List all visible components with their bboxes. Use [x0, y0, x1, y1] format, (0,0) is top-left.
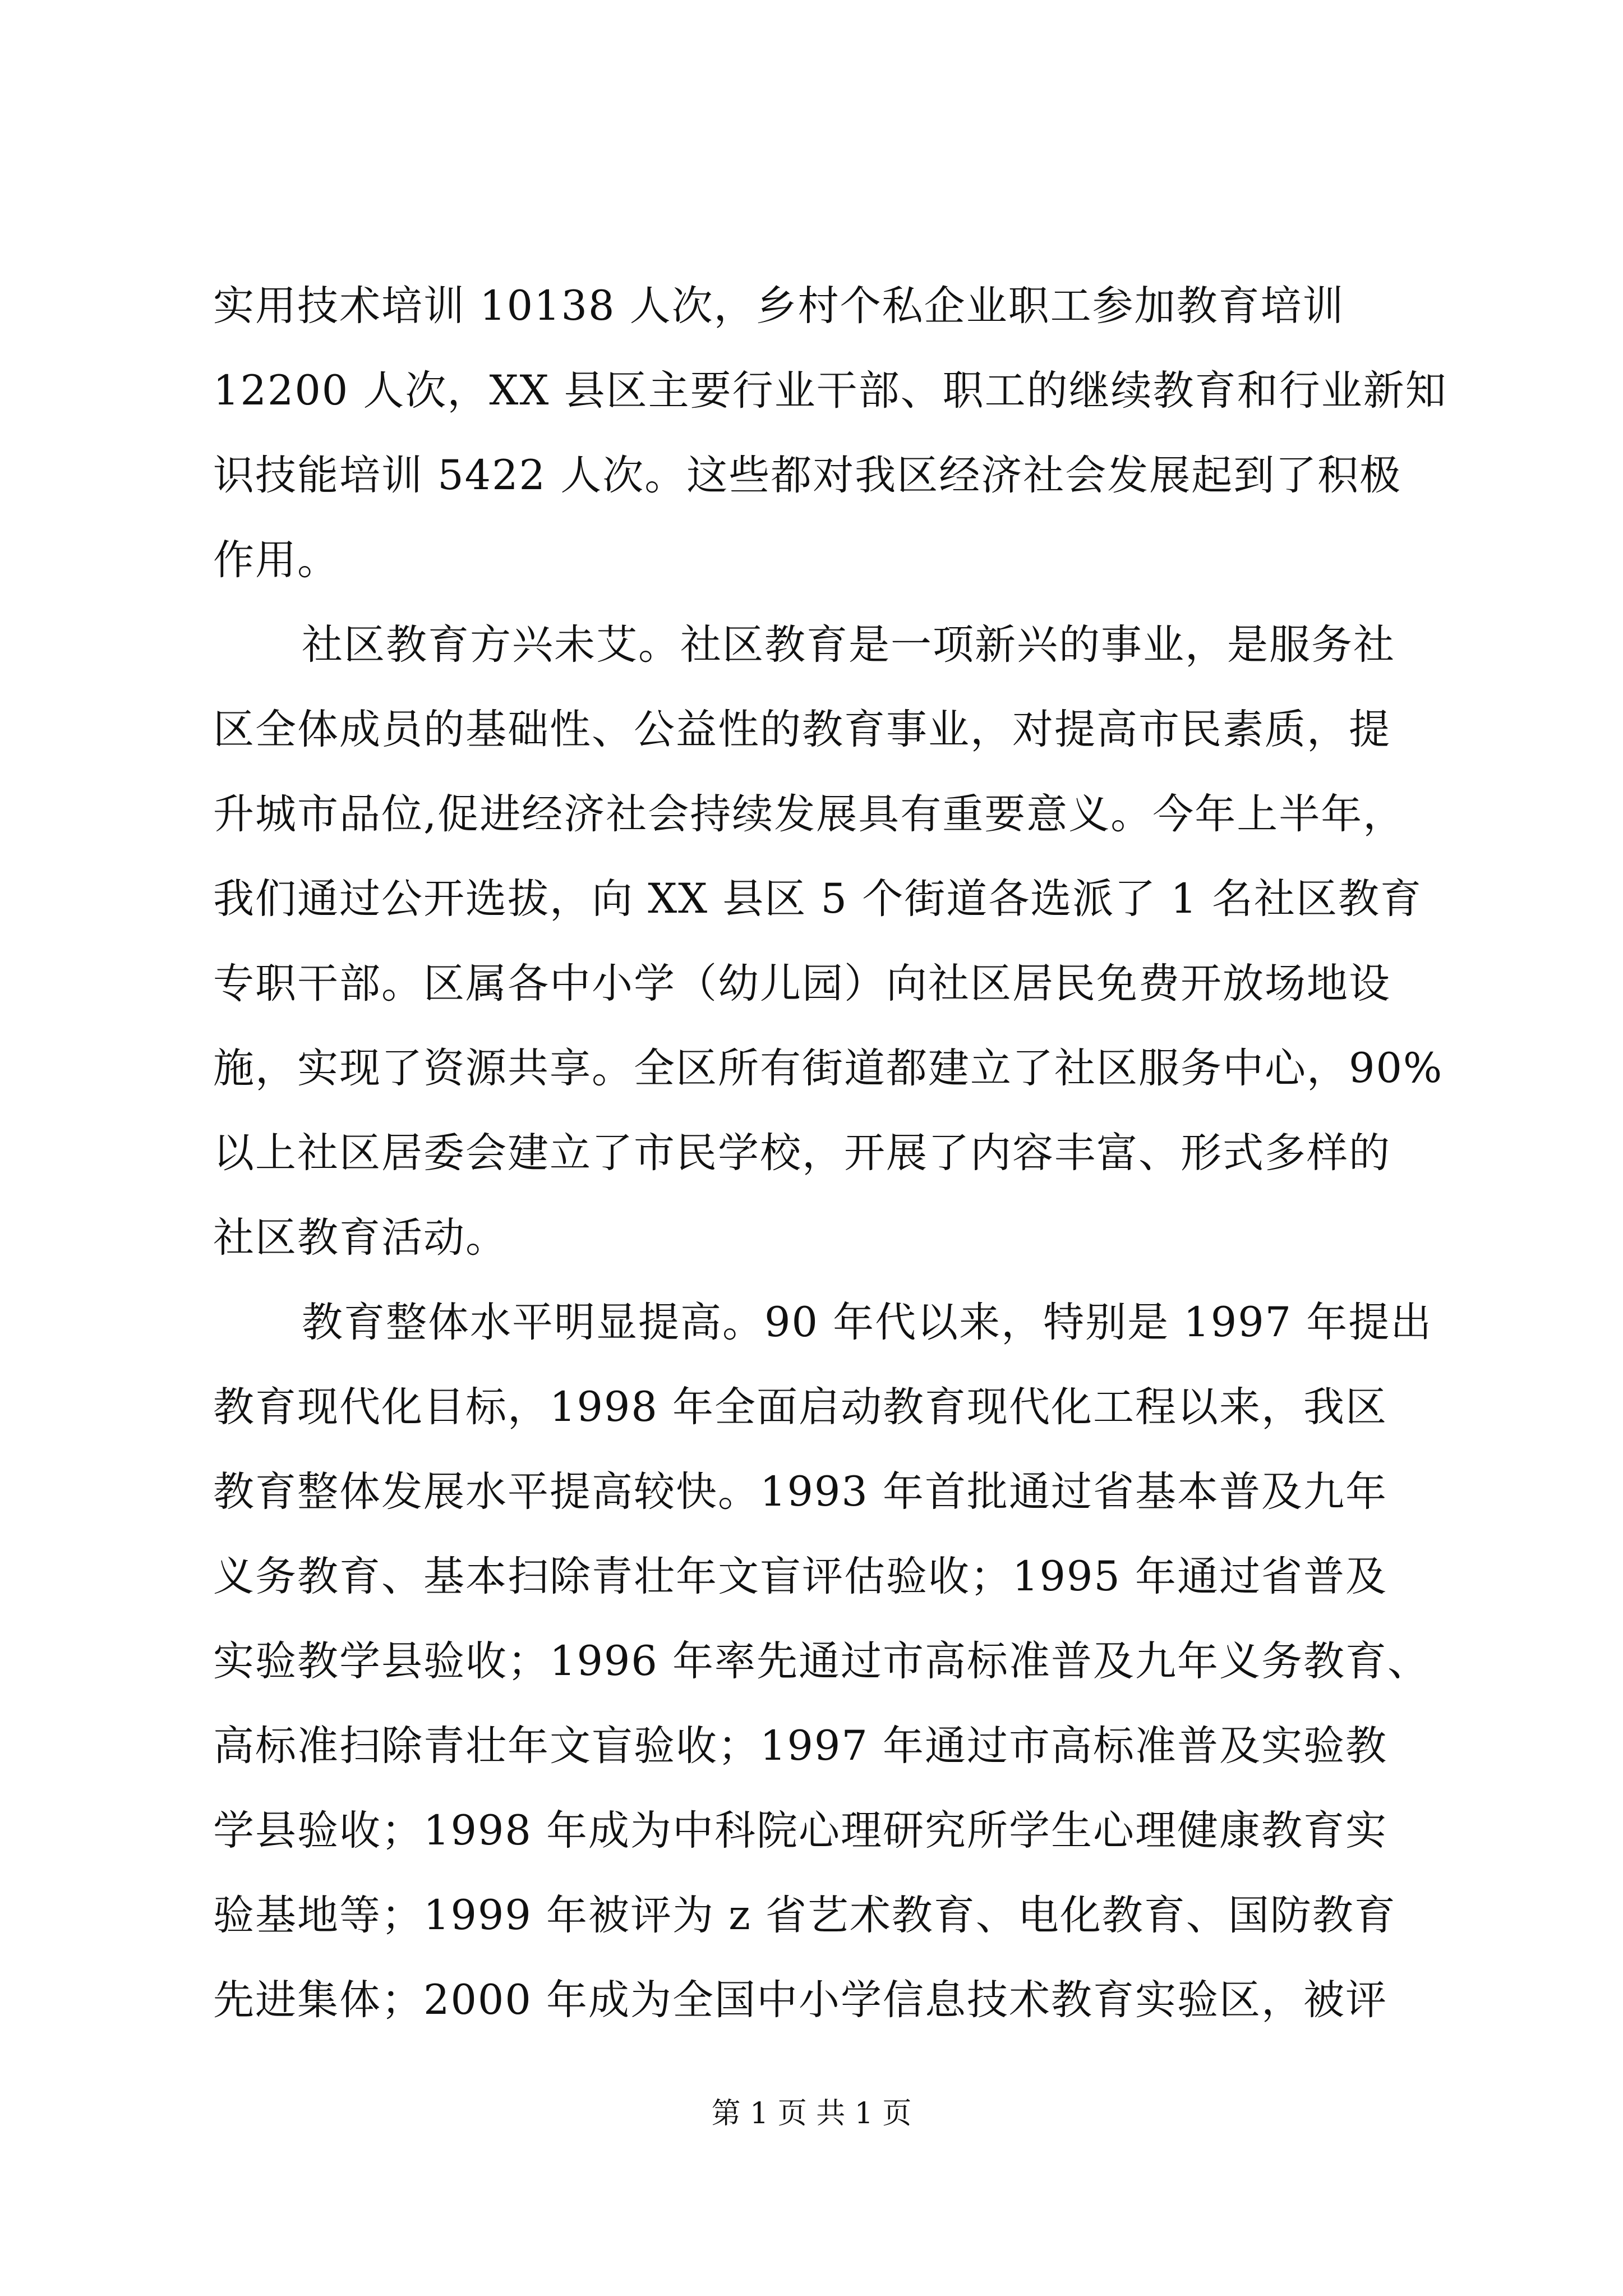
body-text: [213, 264, 1447, 2042]
text-line: 先进集体；2000 年成为全国中小学信息技术教育实验区，被评: [213, 1976, 1387, 2024]
text-line: 区全体成员的基础性、公益性的教育事业，对提高市民素质，提: [213, 706, 1391, 753]
text-line: 教育现代化目标，1998 年全面启动教育现代化工程以来，我区: [213, 1383, 1387, 1431]
text-line: 识技能培训 5422 人次。这些都对我区经济社会发展起到了积极: [213, 452, 1402, 499]
text-line: 社区教育方兴未艾。社区教育是一项新兴的事业，是服务社: [302, 621, 1395, 669]
text-line: 升城市品位,促进经济社会持续发展具有重要意义。今年上半年，: [213, 790, 1405, 838]
paragraph-community-education: [213, 602, 1444, 1280]
text-line: 社区教育活动。: [213, 1214, 508, 1262]
text-line: 教育整体发展水平提高较快。1993 年首批通过省基本普及九年: [213, 1468, 1387, 1516]
text-line: 实验教学县验收；1996 年率先通过市高标准普及九年义务教育、: [213, 1637, 1430, 1685]
text-line: 学县验收；1998 年成为中科院心理研究所学生心理健康教育实: [213, 1807, 1387, 1855]
text-line: 高标准扫除青壮年文盲验收；1997 年通过市高标准普及实验教: [213, 1722, 1387, 1770]
text-line: 义务教育、基本扫除青壮年文盲评估验收；1995 年通过省普及: [213, 1553, 1387, 1600]
text-line: 实用技术培训 10138 人次，乡村个私企业职工参加教育培训: [213, 282, 1345, 330]
text-line: 我们通过公开选拔，向 XX 县区 5 个街道各选派了 1 名社区教育: [213, 875, 1423, 923]
text-line: 专职干部。区属各中小学（幼儿园）向社区居民免费开放场地设: [213, 960, 1391, 1007]
text-line: 以上社区居委会建立了市民学校，开展了内容丰富、形式多样的: [213, 1129, 1391, 1177]
text-line: 验基地等；1999 年被评为 z 省艺术教育、电化教育、国防教育: [213, 1892, 1396, 1939]
text-line: 作用。: [213, 536, 339, 584]
text-line: 12200 人次，XX 县区主要行业干部、职工的继续教育和行业新知: [213, 367, 1447, 415]
text-line: 施，实现了资源共享。全区所有街道都建立了社区服务中心，90%: [213, 1045, 1444, 1092]
paragraph-education-level: [213, 1280, 1433, 2042]
text-line: 教育整体水平明显提高。90 年代以来，特别是 1997 年提出: [302, 1299, 1433, 1346]
paragraph-training-stats: [213, 264, 1447, 602]
page-footer: 第 1 页 共 1 页: [711, 2097, 912, 2131]
